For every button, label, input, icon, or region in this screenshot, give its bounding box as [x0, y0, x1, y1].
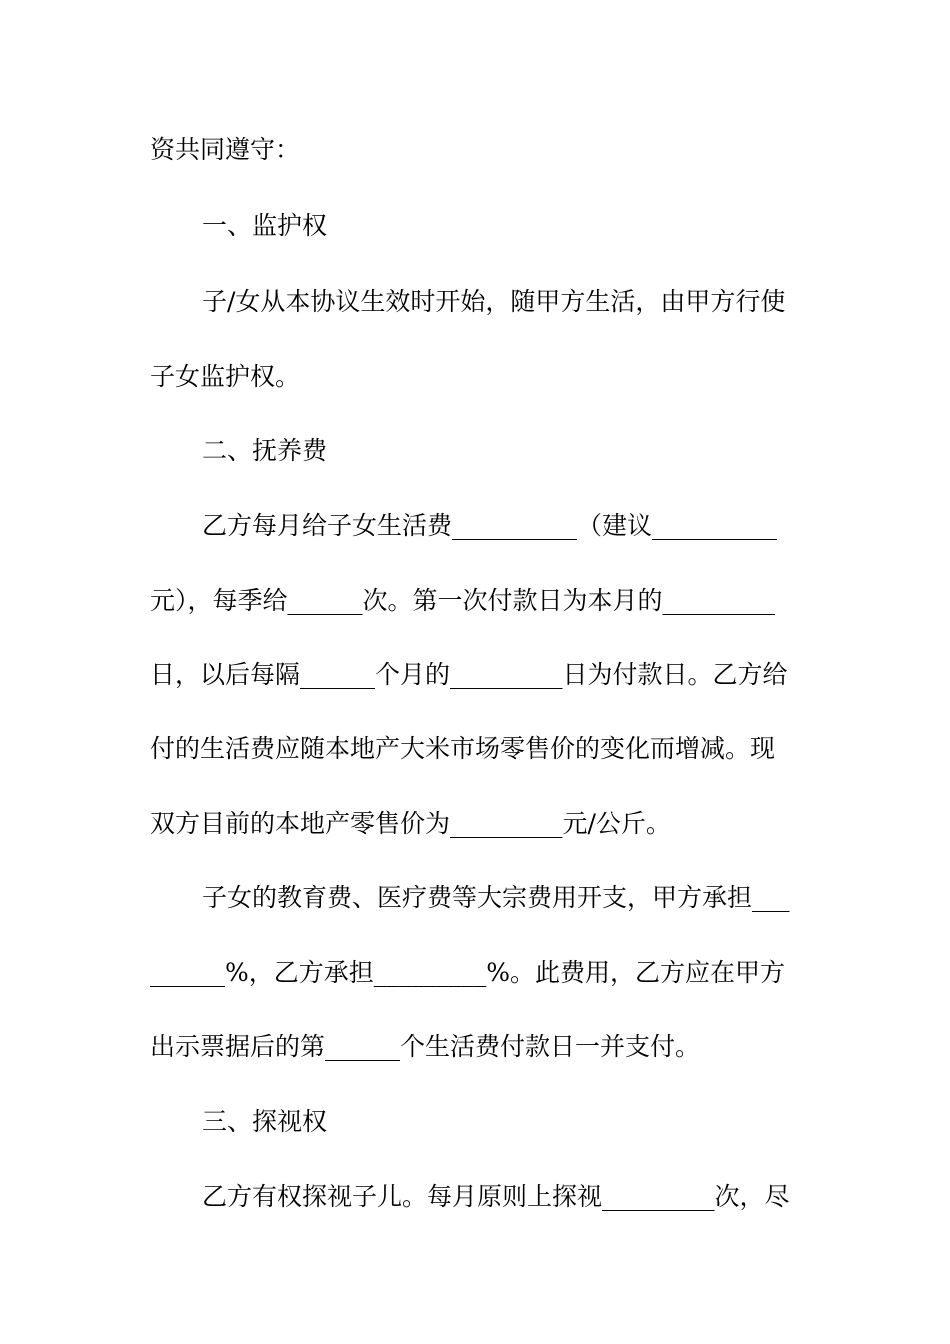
paragraph-support-line-3: 日，以后每隔______个月的_________日为付款日。乙方给: [150, 660, 788, 689]
paragraph-visitation-line-1: 乙方有权探视子儿。每月原则上探视_________次，尽: [202, 1182, 790, 1211]
paragraph-expenses-line-1: 子女的教育费、医疗费等大宗费用开支，甲方承担___: [202, 883, 790, 912]
section-heading-custody: 一、监护权: [202, 211, 328, 240]
paragraph-support-line-4: 付的生活费应随本地产大米市场零售价的变化而增减。现: [150, 734, 776, 763]
paragraph-expenses-line-2: ______%，乙方承担_________%。此费用，乙方应在甲方: [150, 958, 786, 987]
paragraph-support-line-2: 元），每季给______次。第一次付款日为本月的_________: [150, 586, 776, 615]
paragraph-custody-line-2: 子女监护权。: [150, 362, 301, 391]
paragraph-support-line-5: 双方目前的本地产零售价为_________元/公斤。: [150, 809, 671, 838]
paragraph-expenses-line-3: 出示票据后的第______个生活费付款日一并支付。: [150, 1032, 701, 1061]
section-heading-visitation: 三、探视权: [202, 1107, 328, 1136]
section-heading-support: 二、抚养费: [202, 436, 328, 465]
paragraph-support-line-1: 乙方每月给子女生活费__________（建议__________: [202, 511, 778, 540]
paragraph-custody-line-1: 子/女从本协议生效时开始，随甲方生活，由甲方行使: [202, 287, 786, 316]
text-line-continuation: 资共同遵守：: [150, 135, 301, 164]
